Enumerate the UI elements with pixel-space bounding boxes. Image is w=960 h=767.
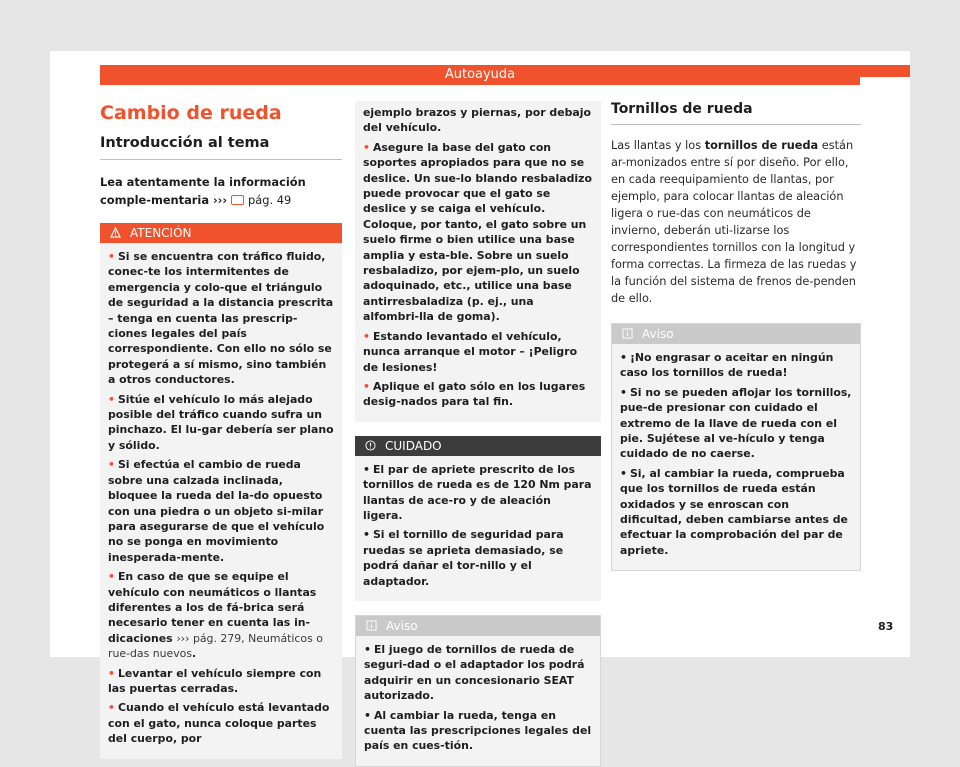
bullet: • xyxy=(108,701,115,715)
page-number: 83 xyxy=(878,620,894,633)
intro-page-ref[interactable]: pág. 49 xyxy=(248,192,292,207)
intro-text xyxy=(100,174,342,209)
note-header xyxy=(356,616,600,636)
bullet: • xyxy=(108,250,115,263)
list-item: • Estando levantado el vehículo, nunca arranque el motor – ¡Peligro de lesiones! xyxy=(363,329,578,374)
note-box xyxy=(355,615,601,767)
list-item: • Levantar el vehículo siempre con las puertas cerradas. xyxy=(108,666,322,695)
bullet: • xyxy=(363,462,370,476)
note-body xyxy=(356,636,600,766)
list-item: • Sitúe el vehículo lo más alejado posible del tráfico cuando sufra un pinchazo. El lu-gar debería ser plano y sólido. xyxy=(108,392,334,452)
warning-header xyxy=(100,223,342,243)
bullet: • xyxy=(363,329,370,343)
chapter-header: Autoayuda xyxy=(100,65,860,85)
section-title: Cambio de rueda xyxy=(100,102,282,124)
note-body xyxy=(612,344,860,570)
warning-body xyxy=(100,243,342,759)
book-icon xyxy=(231,195,244,205)
section-subtitle: Introducción al tema xyxy=(100,135,342,160)
info-circle-icon xyxy=(365,440,376,451)
intro-arrows: ››› xyxy=(212,192,228,207)
list-item: • Cuando el vehículo está levantado con el gato, nunca coloque partes del cuerpo, por xyxy=(108,701,330,746)
bullet: • xyxy=(108,392,115,406)
info-square-icon xyxy=(622,328,633,339)
left-column xyxy=(100,95,342,759)
note-header xyxy=(612,324,860,344)
list-item: • Asegure la base del gato con soportes apropiados para que no se deslice. Un sue-lo blando resbaladizo puede provocar que el gato se deslice y se caiga el vehículo. Coloque, por tanto, el gato sobre un suelo firme o bien utilice una base amplia y esta-ble. Sobre un suelo resbaladizo, por ejem-plo, un suelo adoquinado, etc., utilice una base antirresbaladiza (p. ej., una alfombri-lla de goma). xyxy=(363,140,592,324)
list-item: • ¡No engrasar o aceitar en ningún caso los tornillos de rueda! xyxy=(620,351,834,380)
list-item: • Si se encuentra con tráfico fluido, conec-te los intermitentes de emergencia y colo-que el triángulo de seguridad a la distancia prescrita – tenga en cuenta las prescrip-ciones legales del país correspondiente. Con ello no sólo se protegerá a sí mismo, sino también a otros conductores. xyxy=(108,250,334,387)
bullet: • xyxy=(363,379,370,393)
list-item: • Aplique el gato sólo en los lugares desig-nados para tal fin. xyxy=(363,379,586,409)
bullet: • xyxy=(108,458,115,472)
bullet: • xyxy=(620,351,627,364)
list-item: • Si el tornillo de seguridad para ruedas se aprieta demasiado, se podrá dañar el tor-nillo y el adaptador. xyxy=(363,528,564,588)
caution-label: CUIDADO xyxy=(385,438,442,453)
warning-continuation xyxy=(355,101,601,422)
right-column xyxy=(611,95,861,571)
info-square-icon xyxy=(366,620,377,631)
middle-column xyxy=(355,101,601,767)
bold-term: tornillos de rueda xyxy=(704,139,819,152)
caution-body xyxy=(355,456,601,601)
warning-box xyxy=(100,223,342,759)
intro-text-body: Lea atentamente la información comple-mentaria xyxy=(100,175,306,207)
list-item: • El par de apriete prescrito de los tornillos de rueda es de 120 Nm para llantas de ace-ro y de aleación ligera. xyxy=(363,462,592,522)
bullet: • xyxy=(363,140,370,154)
bullet: • xyxy=(363,528,370,542)
section-heading: Tornillos de rueda xyxy=(611,101,861,125)
bullet: • xyxy=(364,708,371,722)
warning-triangle-icon xyxy=(110,227,121,238)
note-label: Aviso xyxy=(386,618,418,633)
list-item: • Si, al cambiar la rueda, comprueba que los tornillos de rueda están oxidados y se enroscan con dificultad, deben cambiarse antes de efectuar la comprobación del par de apriete. xyxy=(620,466,848,557)
list-item: • Si no se pueden aflojar los tornillos, pue-de presionar con cuidado el extremo de la llave de rueda con el pie. Sujétese al ve-hículo y tenga cuidado de no caerse. xyxy=(620,385,852,461)
bullet: • xyxy=(620,466,627,480)
list-item: • Si efectúa el cambio de rueda sobre una calzada inclinada, bloquee la rueda del la-do opuesto con una piedra o un objeto si-milar para asegurarse de que el vehículo no se ponga en movimiento inesperada-mente. xyxy=(108,458,325,564)
note-box xyxy=(611,323,861,571)
bullet: • xyxy=(620,385,627,399)
bullet: • xyxy=(108,570,115,584)
header-tab xyxy=(860,65,910,77)
list-item: • En caso de que se equipe el vehículo con neumáticos o llantas diferentes a los de fá-brica será necesario tener en cuenta las in-dicaciones ››› pág. 279, Neumáticos o rue-das nuevos. xyxy=(108,570,323,661)
cross-reference-link[interactable]: ››› pág. 279, Neumáticos o rue-das nuevos xyxy=(108,631,323,661)
warning-label: ATENCIÓN xyxy=(130,226,192,240)
caution-box xyxy=(355,436,601,601)
caution-header xyxy=(355,436,601,456)
list-item: • El juego de tornillos de rueda de seguri-dad o el adaptador los podrá adquirir en un concesionario SEAT autorizado. xyxy=(364,642,585,703)
bullet: • xyxy=(108,666,115,680)
note-label: Aviso xyxy=(642,327,674,341)
paragraph: Las llantas y los tornillos de rueda están ar-monizados entre sí por diseño. Por ello, en cada reequipamiento de llantas, por ejemplo, para colocar llantas de aleación ligera o rue-das con neumáticos de invierno, deberán uti-lizarse los correspondientes tornillos con la longitud y forma correctas. La firmeza de las ruedas y la función del sistema de frenos de-penden de ello. xyxy=(611,139,857,305)
list-item: • Al cambiar la rueda, tenga en cuenta las prescripciones legales del país en cues-tión. xyxy=(364,708,592,753)
list-item: ejemplo brazos y piernas, por debajo del vehículo. xyxy=(363,106,591,135)
bullet: • xyxy=(364,642,371,656)
